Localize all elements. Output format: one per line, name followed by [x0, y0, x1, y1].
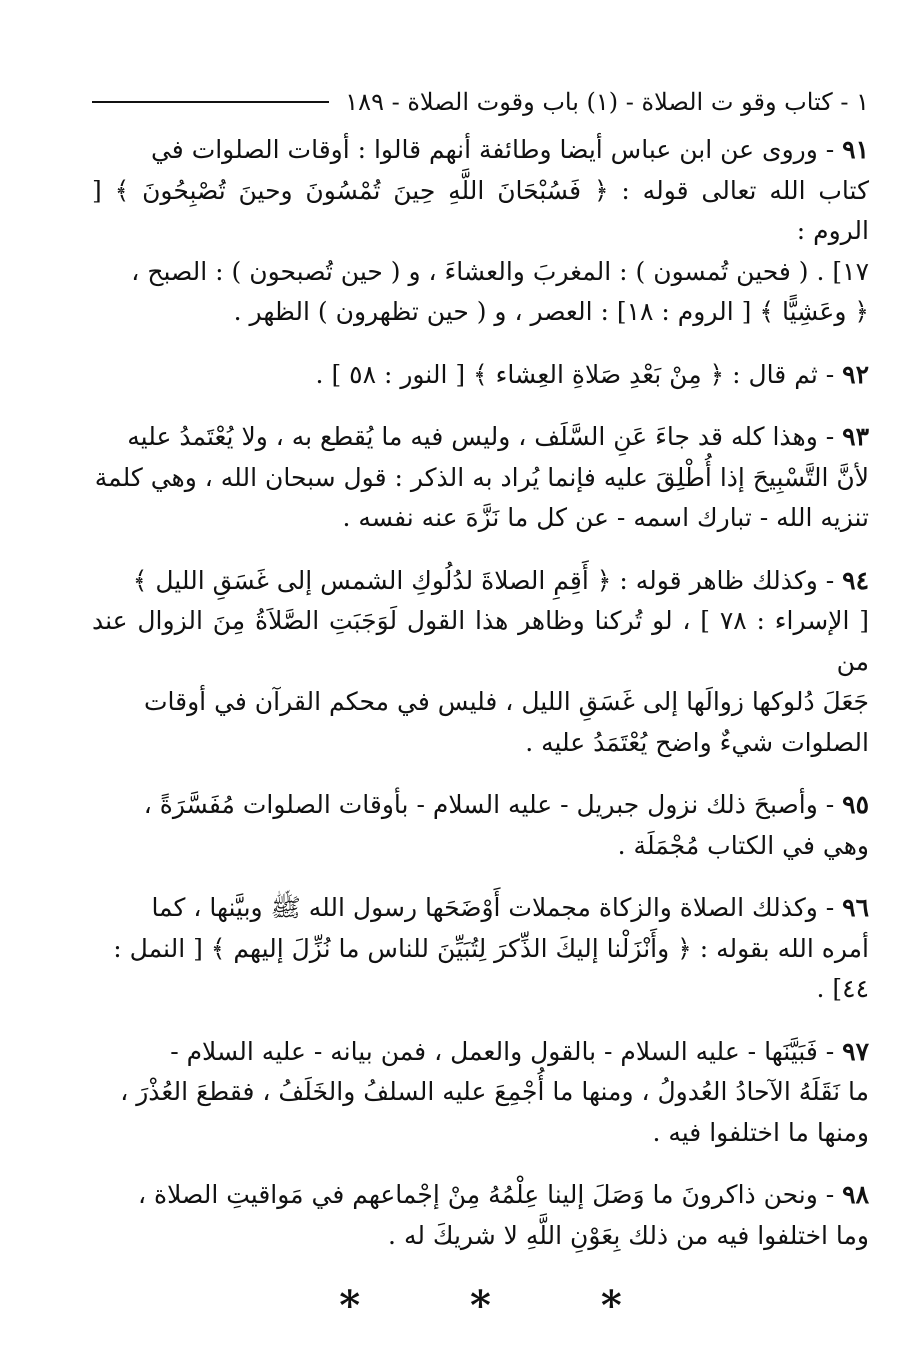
- paragraph-number: ٩٧: [842, 1036, 869, 1066]
- paragraph-text: - وكذلك ظاهر قوله : ﴿ أَقِمِ الصلاةَ لدُلُوكِ الشمس إلى غَسَقِ الليل ﴾ [ الإسراء : ٧٨ ] ، لو تُركنا وظاهر هذا القول لَوَجَبَتِ الصَّلاَةُ مِنَ الزوال عند من جَعَلَ دُلوكها زوالَها إلى غَسَقِ الليل ، فليس في محكم القرآن في أوقات الصلوات شيءٌ واضح يُعْتَمَدُ عليه .: [92, 565, 869, 757]
- header-title: ١ - كتاب وقو ت الصلاة - (١) باب وقوت الصلاة - ١٨٩: [345, 88, 869, 116]
- paragraph-number: ٩٥: [842, 790, 869, 819]
- paragraph-number: ٩٣: [842, 422, 869, 451]
- paragraph-text: - ونحن ذاكرونَ ما وَصَلَ إلينا عِلْمُهُ مِنْ إجْماعهم في مَواقيتِ الصلاة ، وما اختلفوا فيه من ذلك بِعَوْنِ اللَّهِ لا شريكَ له .: [138, 1180, 869, 1250]
- paragraph-91: [92, 130, 869, 333]
- header-rule: [92, 101, 329, 103]
- paragraph-text: - وهذا كله قد جاءَ عَنِ السَّلَف ، وليس فيه ما يُقطع به ، ولا يُعْتَمدُ عليه لأنَّ التَّسْبِيحَ إذا أُطْلِقَ عليه فإنما يُراد به الذكر : قول سبحان الله ، وهي كلمة تنزيه الله - تبارك اسمه - عن كل ما نَزَّهَ عنه نفسه .: [94, 422, 869, 532]
- paragraph-text: - وكذلك الصلاة والزكاة مجملات أَوْضَحَها رسول الله ﷺ وبيَّنها ، كما أمره الله بقوله : ﴿ وأَنْزَلْنا إليكَ الذِّكرَ لِتُبَيِّنَ للناس ما نُزِّلَ إليهم ﴾ [ النمل : ٤٤] .: [113, 893, 869, 1003]
- paragraph-number: ٩١: [842, 135, 869, 164]
- paragraph-text: - وأصبحَ ذلك نزول جبريل - عليه السلام - بأوقات الصلوات مُفَسَّرَةً ، وهي في الكتاب مُجْمَلَة .: [143, 790, 869, 860]
- paragraph-text: - ثم قال : ﴿ مِنْ بَعْدِ صَلاةِ العِشاء ﴾ [ النور : ٥٨ ] .: [315, 359, 843, 389]
- paragraph-95: [92, 785, 869, 866]
- section-end-stars: * * *: [339, 1282, 670, 1329]
- paragraph-text: - فَبَيَّنَها - عليه السلام - بالقول والعمل ، فمن بيانه - عليه السلام - ما نَقَلَهُ الآحادُ العُدولُ ، ومنها ما أُجْمِعَ عليه السلفُ والخَلَفُ ، فقطعَ العُذْرَ ، ومنها ما اختلفوا فيه .: [120, 1036, 869, 1147]
- paragraph-97: [92, 1032, 869, 1154]
- paragraph-92: [92, 355, 869, 396]
- paragraph-94: [92, 561, 869, 764]
- paragraph-96: [92, 888, 869, 1010]
- paragraph-93: [92, 417, 869, 539]
- paragraph-text: - وروى عن ابن عباس أيضا وطائفة أنهم قالوا : أوقات الصلوات في كتاب الله تعالى قوله : ﴿ فَسُبْحَانَ اللَّهِ حِينَ تُمْسُونَ وحينَ تُصْبِحُونَ ﴾ [ الروم : ١٧] . ( فحين تُمسون ) : المغربَ والعشاءَ ، و ( حين تُصبحون ) : الصبح ، ﴿ وعَشِيًّا ﴾ [ الروم : ١٨] : العصر ، و ( حين تظهرون ) الظهر .: [92, 135, 869, 326]
- paragraph-number: ٩٢: [842, 359, 869, 389]
- paragraph-number: ٩٤: [842, 565, 869, 595]
- paragraph-number: ٩٦: [842, 893, 869, 922]
- running-header: [92, 82, 869, 122]
- paragraph-number: ٩٨: [842, 1180, 869, 1209]
- paragraph-98: [92, 1175, 869, 1256]
- page-body: [92, 130, 869, 1256]
